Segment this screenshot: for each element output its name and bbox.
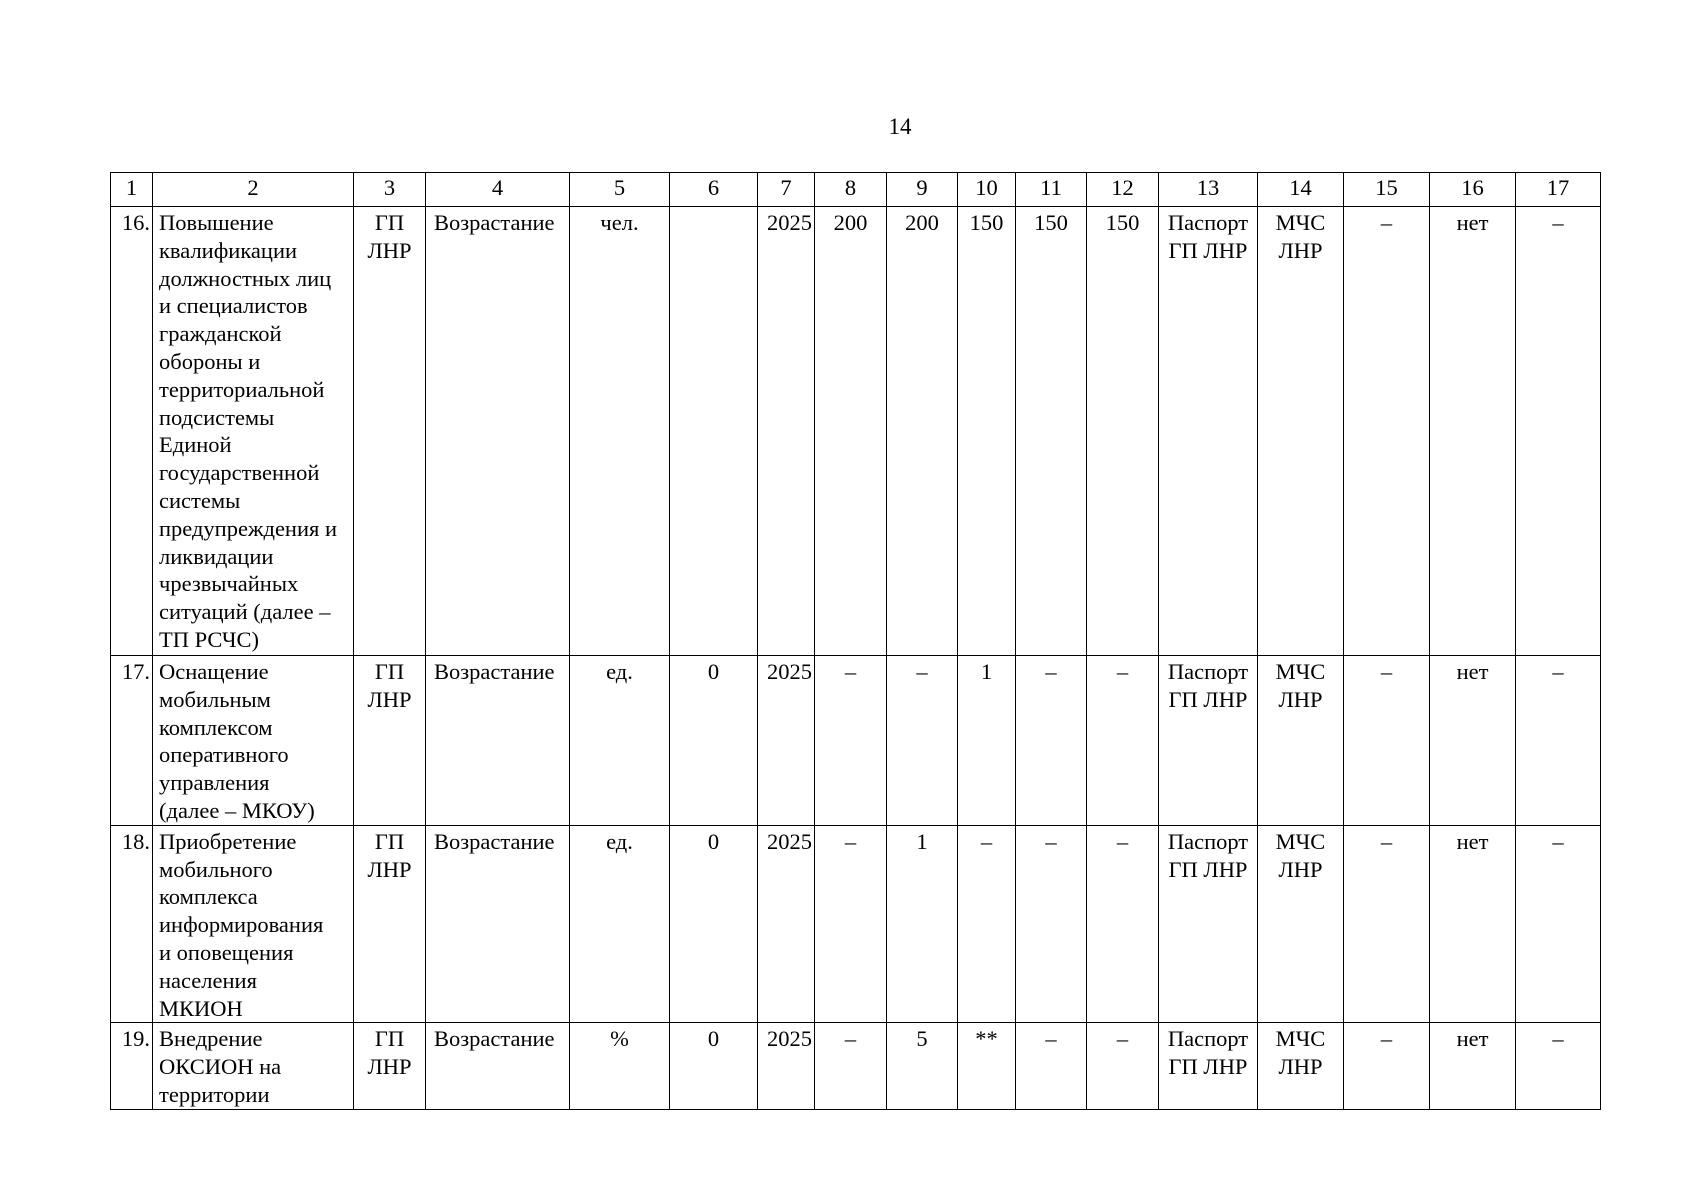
year-cell: 2025 <box>758 825 815 1023</box>
column-number-cell: 8 <box>815 173 887 207</box>
column-number-cell: 13 <box>1159 173 1258 207</box>
year-cell: 2025 <box>758 656 815 826</box>
column-number-cell: 11 <box>1016 173 1087 207</box>
value-cell: – <box>1087 1023 1159 1109</box>
value-cell: 150 <box>1016 207 1087 656</box>
column-number-cell: 5 <box>570 173 670 207</box>
value-cell: – <box>815 825 887 1023</box>
unit-cell: ед. <box>570 656 670 826</box>
table-row <box>111 207 1601 656</box>
value-cell: – <box>1016 825 1087 1023</box>
unit-cell: ед. <box>570 825 670 1023</box>
document-cell: Паспорт ГП ЛНР <box>1159 825 1258 1023</box>
value-cell: 200 <box>887 207 958 656</box>
column-15-cell: – <box>1344 1023 1430 1109</box>
base-value-cell: 0 <box>670 1023 758 1109</box>
value-cell: – <box>815 656 887 826</box>
base-value-cell: 0 <box>670 825 758 1023</box>
value-cell: 150 <box>958 207 1016 656</box>
column-number-cell: 12 <box>1087 173 1159 207</box>
document-cell: Паспорт ГП ЛНР <box>1159 207 1258 656</box>
table-header-row <box>111 173 1601 207</box>
indicator-name: Повышение квалификации должностных лиц и специалистов гражданской обороны и территориальной подсистемы Единой государственной системы предупреждения и ликвидации чрезвычайных ситуаций (далее – ТП РСЧС) <box>153 207 354 656</box>
trend-cell: Возрастание <box>426 207 570 656</box>
document-cell: Паспорт ГП ЛНР <box>1159 1023 1258 1109</box>
trend-cell: Возрастание <box>426 825 570 1023</box>
column-17-cell: – <box>1516 207 1601 656</box>
value-cell: – <box>815 1023 887 1109</box>
program-cell: ГП ЛНР <box>354 1023 426 1109</box>
value-cell: 1 <box>958 656 1016 826</box>
column-number-cell: 1 <box>111 173 153 207</box>
program-cell: ГП ЛНР <box>354 207 426 656</box>
value-cell: – <box>1087 656 1159 826</box>
row-number: 17. <box>111 656 153 826</box>
value-cell: ** <box>958 1023 1016 1109</box>
base-value-cell: 0 <box>670 656 758 826</box>
year-cell: 2025 <box>758 1023 815 1109</box>
row-number: 19. <box>111 1023 153 1109</box>
column-number-cell: 7 <box>758 173 815 207</box>
value-cell: – <box>1016 656 1087 826</box>
value-cell: – <box>1087 825 1159 1023</box>
indicator-name: Внедрение ОКСИОН на территории <box>153 1023 354 1109</box>
column-number-cell: 3 <box>354 173 426 207</box>
indicator-name: Оснащение мобильным комплексом оперативного управления (далее – МКОУ) <box>153 656 354 826</box>
unit-cell: чел. <box>570 207 670 656</box>
year-cell: 2025 <box>758 207 815 656</box>
base-value-cell <box>670 207 758 656</box>
value-cell: 5 <box>887 1023 958 1109</box>
column-number-cell: 2 <box>153 173 354 207</box>
responsible-cell: МЧС ЛНР <box>1258 207 1344 656</box>
column-15-cell: – <box>1344 656 1430 826</box>
value-cell: – <box>1016 1023 1087 1109</box>
responsible-cell: МЧС ЛНР <box>1258 656 1344 826</box>
column-number-cell: 9 <box>887 173 958 207</box>
column-15-cell: – <box>1344 825 1430 1023</box>
column-16-cell: нет <box>1430 1023 1516 1109</box>
column-number-cell: 6 <box>670 173 758 207</box>
table-row <box>111 825 1601 1023</box>
unit-cell: % <box>570 1023 670 1109</box>
column-16-cell: нет <box>1430 656 1516 826</box>
indicator-name: Приобретение мобильного комплекса информирования и оповещения населения МКИОН <box>153 825 354 1023</box>
column-17-cell: – <box>1516 1023 1601 1109</box>
column-number-cell: 15 <box>1344 173 1430 207</box>
table-row <box>111 656 1601 826</box>
column-15-cell: – <box>1344 207 1430 656</box>
responsible-cell: МЧС ЛНР <box>1258 1023 1344 1109</box>
column-number-cell: 10 <box>958 173 1016 207</box>
column-number-cell: 14 <box>1258 173 1344 207</box>
value-cell: – <box>887 656 958 826</box>
indicators-table <box>110 172 1601 1110</box>
column-16-cell: нет <box>1430 207 1516 656</box>
program-cell: ГП ЛНР <box>354 656 426 826</box>
row-number: 16. <box>111 207 153 656</box>
column-number-cell: 17 <box>1516 173 1601 207</box>
value-cell: 1 <box>887 825 958 1023</box>
column-17-cell: – <box>1516 656 1601 826</box>
table-row <box>111 1023 1601 1109</box>
document-cell: Паспорт ГП ЛНР <box>1159 656 1258 826</box>
column-17-cell: – <box>1516 825 1601 1023</box>
column-number-cell: 16 <box>1430 173 1516 207</box>
trend-cell: Возрастание <box>426 1023 570 1109</box>
program-cell: ГП ЛНР <box>354 825 426 1023</box>
value-cell: – <box>958 825 1016 1023</box>
value-cell: 200 <box>815 207 887 656</box>
column-16-cell: нет <box>1430 825 1516 1023</box>
value-cell: 150 <box>1087 207 1159 656</box>
column-number-cell: 4 <box>426 173 570 207</box>
page-number: 14 <box>888 114 912 139</box>
trend-cell: Возрастание <box>426 656 570 826</box>
row-number: 18. <box>111 825 153 1023</box>
responsible-cell: МЧС ЛНР <box>1258 825 1344 1023</box>
